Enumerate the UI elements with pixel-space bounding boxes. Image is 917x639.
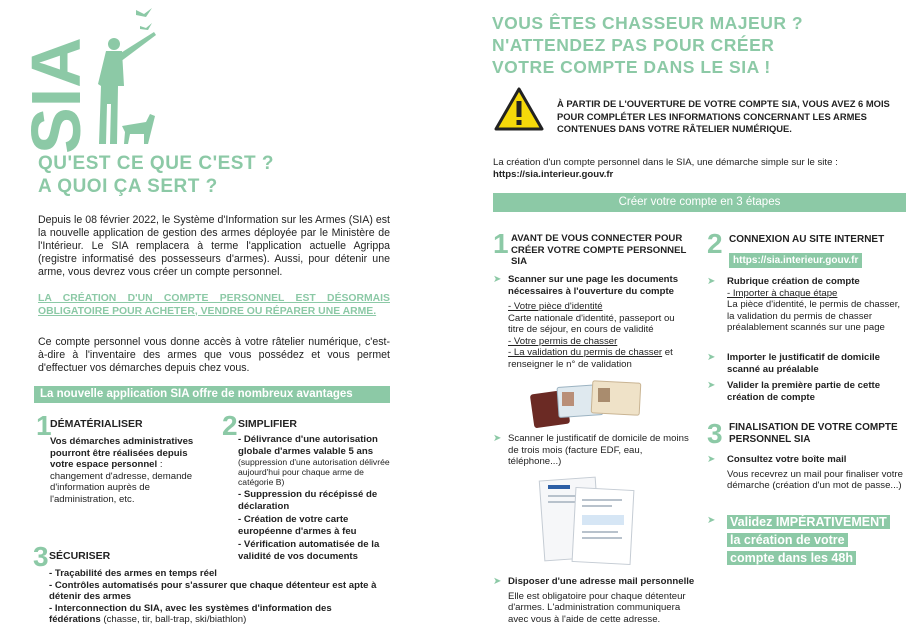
bullet-tracabilite: - Traçabilité des armes en temps réel [49, 568, 217, 579]
doc-list [508, 301, 693, 370]
step-number: 3 [707, 418, 723, 449]
warning-text: À PARTIR DE L'OUVERTURE DE VOTRE COMPTE SIA, VOUS AVEZ 6 MOIS POUR COMPLÉTER LES INFORMATIONS CONCERNANT LES ARMES CONTENUES DANS VOTRE RÂTELIER NUMÉRIQUE. [557, 98, 890, 134]
bullet-autorisation: - Délivrance d'une autorisation globale d'armes valable 5 ans [238, 434, 378, 457]
right-title-line1: VOUS ÊTES CHASSEUR MAJEUR ? [492, 13, 804, 33]
right-title-line2: N'ATTENDEZ PAS POUR CRÉER [492, 35, 775, 55]
doc-validation-label: - La validation du permis de chasser [508, 347, 663, 358]
section-body [238, 434, 396, 562]
action-text: Importer le justificatif de domicile scanné au préalable [727, 352, 880, 375]
bullet-interconnection-rest: (chasse, tir, ball-trap, ski/biathlon) [100, 614, 247, 625]
section-body-rest: : changement d'adresse, demande d'information auprès de l'administration, etc. [50, 459, 193, 505]
action-sub: - Importer à chaque étape [727, 287, 838, 299]
bullet-controles: - Contrôles automatisés pour s'assurer que chaque détenteur est apte à détenir des armes [49, 579, 377, 602]
bullet-carte-europeenne: - Création de votre carte européenne d'armes à feu [238, 514, 357, 537]
doc-permis-label: - Votre permis de chasser [508, 335, 618, 347]
bullet-verification: - Vérification automatisée de la validité de vos documents [238, 539, 380, 562]
arrow-right-icon: ➤ [493, 433, 502, 444]
arrow-right-icon: ➤ [707, 515, 716, 526]
action-subtext: Vous recevrez un mail pour finaliser votre démarche (création d'un mot de passe...) [727, 468, 903, 491]
step3-validate-highlight [707, 513, 912, 567]
mandatory-highlight: LA CRÉATION D'UN COMPTE PERSONNEL EST DÉSORMAIS OBLIGATOIRE POUR ACHETER, VENDRE OU RÉPARER UNE ARME. [38, 293, 390, 317]
highlight-line3: compte dans les 48h [727, 551, 856, 565]
id-documents-image [528, 378, 648, 430]
step1-action-mail [493, 576, 703, 625]
highlight-block [727, 513, 912, 567]
action-text: Consultez votre boîte mail [727, 454, 847, 465]
right-intro [493, 157, 903, 181]
section-title: SÉCURISER [49, 550, 111, 562]
intro-paragraph: Depuis le 08 février 2022, le Système d'Information sur les Armes (SIA) est la nouvelle application de gestion des armes déployée par le Ministère de l'Intérieur. Le SIA remplacera à terme l'application actuelle Agrippa (registre informatisé des possesseurs d'armes). Aussi, pour détenir une arme, vous devrez vous créer un compte personnel. [38, 214, 390, 278]
bullet-recepisse: - Suppression du récépissé de déclaration [238, 489, 378, 512]
arrow-right-icon: ➤ [493, 274, 502, 285]
bullet-interconnection [49, 603, 385, 626]
advantages-banner: La nouvelle application SIA offre de nombreux avantages [34, 386, 390, 403]
action-text: Valider la première partie de cette création de compte [727, 380, 881, 403]
bullet-autorisation-note: (suppression d'une autorisation délivrée aujourd'hui pour chaque arme de catégorie B) [238, 457, 390, 487]
warning-icon [494, 86, 544, 132]
section-title: SIMPLIFIER [238, 418, 297, 430]
left-title-line2: A QUOI ÇA SERT ? [38, 176, 218, 197]
section-number: 2 [222, 410, 238, 441]
step1-action-scan [493, 274, 693, 370]
right-title-line3: VOTRE COMPTE DANS LE SIA ! [492, 57, 771, 77]
step1-action-justificatif [493, 433, 693, 468]
steps-banner: Créer votre compte en 3 étapes [493, 193, 906, 212]
arrow-right-icon: ➤ [493, 576, 502, 587]
section-body [49, 568, 385, 626]
right-intro-url[interactable]: https://sia.interieur.gouv.fr [493, 169, 614, 180]
section-title: DÉMATÉRIALISER [50, 418, 143, 430]
left-title [38, 152, 338, 198]
doc-validation [508, 347, 693, 370]
bullet-interconnection-bold: - Interconnection du SIA, avec les systèmes d'information des fédérations [49, 602, 332, 625]
doc-validation-text: et renseigner le n° de validation [508, 347, 673, 370]
sia-hunter-logo [18, 4, 158, 154]
sia-logo-text: SIA [18, 37, 95, 154]
step-title: CONNEXION AU SITE INTERNET [729, 234, 885, 245]
arrow-right-icon: ➤ [707, 276, 716, 287]
step-number: 1 [493, 228, 509, 259]
left-title-line1: QU'EST CE QUE C'EST ? [38, 153, 274, 174]
section-body-bold: Vos démarches administratives pourront être réalisées depuis votre espace personnel [50, 436, 194, 470]
arrow-right-icon: ➤ [707, 380, 716, 391]
doc-identite-label: - Votre pièce d'identité [508, 301, 603, 312]
doc-identite-text: Carte nationale d'identité, passeport ou titre de séjour, en cours de validité [508, 312, 675, 335]
step2-action-import [707, 352, 907, 375]
right-intro-text: La création d'un compte personnel dans le SIA, une démarche simple sur le site : [493, 157, 838, 168]
highlight-line2: la création de votre [727, 533, 848, 547]
step3-action-mail [707, 454, 907, 492]
flying-birds-icon [136, 8, 152, 30]
site-url-button[interactable]: https://sia.interieur.gouv.fr [729, 253, 862, 268]
section-body [50, 436, 212, 505]
action-subtext: Elle est obligatoire pour chaque détenteur d'armes. L'administration communiquera avec vous à l'aide de cette adresse. [508, 590, 686, 625]
section-number: 3 [33, 541, 49, 572]
highlight-line1: Validez IMPÉRATIVEMENT [727, 515, 890, 529]
action-text: Scanner le justificatif de domicile de moins de trois mois (facture EDF, eau, téléphone...) [508, 433, 689, 467]
action-text: Scanner sur une page les documents nécessaires à l'ouverture du compte [508, 274, 679, 297]
action-text: Rubrique création de compte [727, 276, 860, 287]
action-text: Disposer d'une adresse mail personnelle [508, 576, 695, 587]
right-title [492, 12, 892, 78]
hunter-silhouette-icon [98, 32, 156, 144]
ratelier-paragraph: Ce compte personnel vous donne accès à votre râtelier numérique, c'est-à-dire à l'inventaire des armes que vous possédez et vous permet d'effectuer vos démarches depuis chez vous. [38, 336, 390, 374]
section-number: 1 [36, 410, 52, 441]
step-title: FINALISATION DE VOTRE COMPTE PERSONNEL SIA [729, 422, 898, 445]
action-subtext: La pièce d'identité, le permis de chasser, la validation du permis de chasser préalablement scannés sur une page [727, 299, 901, 333]
step2-action-rubrique [707, 276, 907, 334]
step-title: AVANT DE VOUS CONNECTER POUR CRÉER VOTRE COMPTE PERSONNEL SIA [511, 233, 687, 267]
step-number: 2 [707, 228, 723, 259]
arrow-right-icon: ➤ [707, 352, 716, 363]
step2-action-valider [707, 380, 907, 403]
arrow-right-icon: ➤ [707, 454, 716, 465]
utility-bill-image [538, 475, 638, 567]
